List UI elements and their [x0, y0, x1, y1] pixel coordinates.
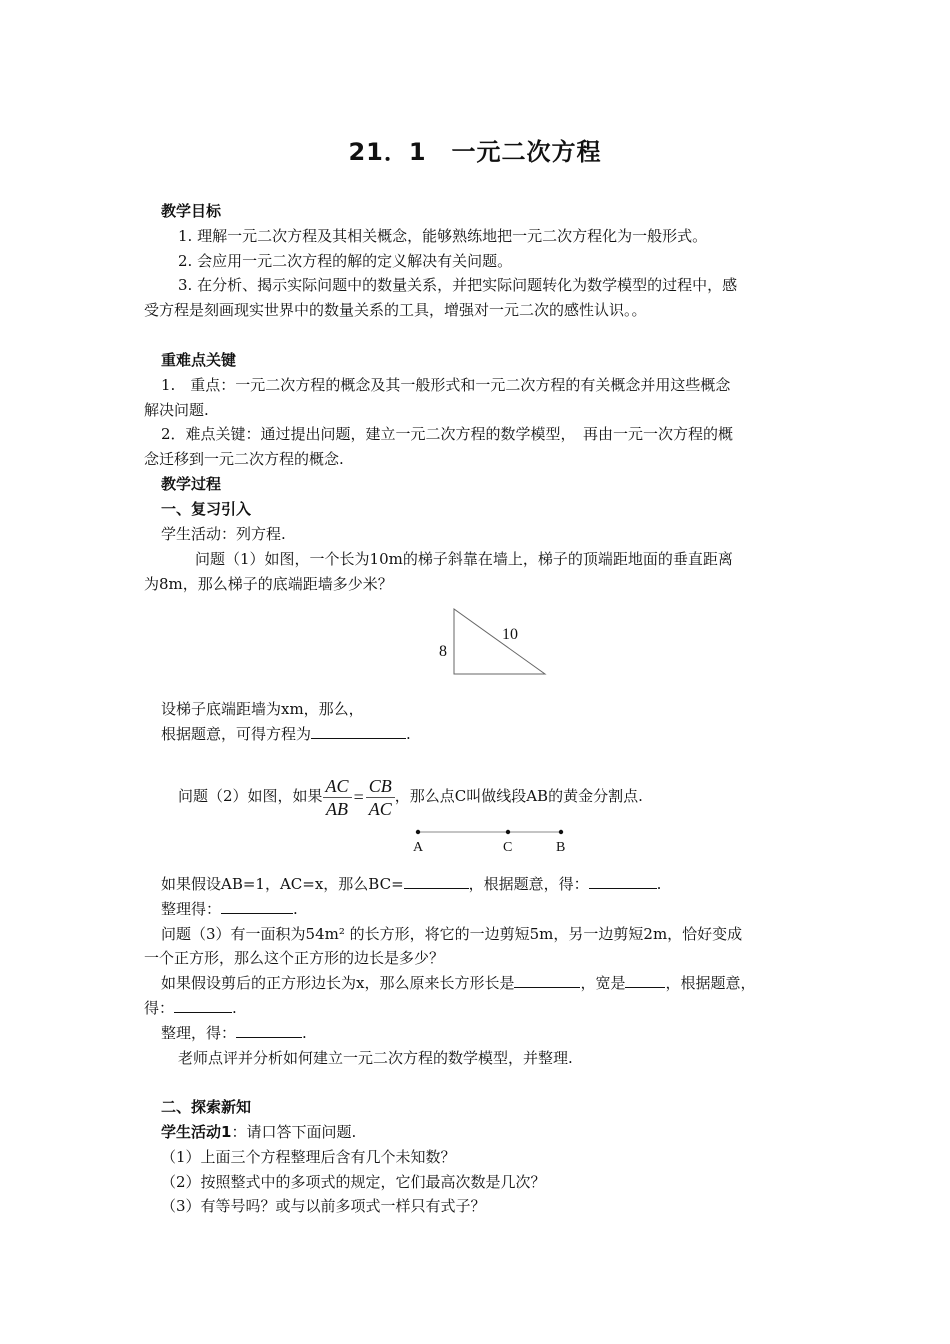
- golden-section-figure: [405, 823, 575, 857]
- section-review-heading: 一、复习引入: [161, 500, 252, 518]
- point-b-dot: [559, 830, 563, 834]
- question-3-arrange-line: [161, 1023, 307, 1043]
- page-title: 21．1 一元二次方程: [348, 138, 602, 166]
- q3-assume-c: ，根据题意，: [665, 974, 756, 992]
- question-2-assume-line: [161, 874, 661, 894]
- point-b-label: B: [556, 840, 566, 855]
- question-2-line: [178, 772, 643, 820]
- question-2-arrange-line: [161, 899, 298, 919]
- vertical-side-label: 8: [439, 643, 447, 660]
- keypoint-1-line-1: 1. 重点：一元二次方程的概念及其一般形式和一元二次方程的有关概念并用这些概念: [161, 376, 731, 394]
- teacher-comment: 老师点评并分析如何建立一元二次方程的数学模型，并整理.: [178, 1049, 573, 1067]
- keypoints-heading: 重难点关键: [161, 351, 237, 369]
- question-3-get-line: [144, 998, 237, 1018]
- activity-1-label: 学生活动1: [161, 1123, 232, 1141]
- q3-assume-a: 如果假设剪后的正方形边长为x，那么原来长方形长是: [161, 974, 515, 992]
- q3-get-label: 得：: [144, 999, 175, 1017]
- question-1-line-2: 为8m，那么梯子的底端距墙多少米？: [144, 575, 393, 593]
- equation-blank: [311, 724, 406, 739]
- equation-line: [161, 724, 411, 744]
- q2-arrange-blank: [221, 899, 293, 914]
- ladder-triangle: [454, 609, 545, 674]
- fraction-cb-over-ac: [366, 775, 395, 820]
- q3-arrange-blank: [236, 1023, 302, 1038]
- equals-sign: =: [353, 787, 364, 807]
- q2-equation-blank: [589, 874, 657, 889]
- keypoint-2-line-1: 2．难点关键：通过提出问题，建立一元二次方程的数学模型， 再由一元一次方程的概: [161, 425, 734, 443]
- bc-blank: [404, 874, 469, 889]
- question-2-prefix: 问题（2）如图，如果: [178, 787, 323, 805]
- ladder-triangle-figure: [430, 600, 570, 690]
- question-3-line-2: 一个正方形，那么这个正方形的边长是多少？: [144, 949, 445, 967]
- section-explore-heading: 二、探索新知: [161, 1098, 252, 1116]
- q3-get-end: .: [232, 999, 237, 1017]
- q2-assume-a: 如果假设AB=1，AC=x，那么BC=: [161, 875, 404, 893]
- q3-equation-blank: [174, 998, 232, 1013]
- activity-1-text: ：请口答下面问题.: [231, 1123, 357, 1141]
- goals-heading: 教学目标: [161, 202, 222, 220]
- explore-question-2: （2）按照整式中的多项式的规定，它们最高次数是几次？: [161, 1173, 546, 1191]
- question-3-line-1: 问题（3）有一面积为54m² 的长方形，将它的一边剪短5m，另一边剪短2m，恰好变成: [161, 925, 743, 943]
- fraction-1-numerator: AC: [323, 775, 352, 798]
- keypoint-1-line-2: 解决问题.: [144, 401, 209, 419]
- q3-assume-b: ，宽是: [580, 974, 626, 992]
- point-c-label: C: [503, 840, 513, 855]
- fraction-2-denominator: AC: [368, 798, 392, 819]
- hypotenuse-label: 10: [502, 626, 518, 643]
- equation-prefix: 根据题意，可得方程为: [161, 725, 312, 743]
- explore-question-3: （3）有等号吗？或与以前多项式一样只有式子？: [161, 1197, 486, 1215]
- q3-arrange-label: 整理，得：: [161, 1024, 237, 1042]
- student-activity-1-line: [161, 1122, 356, 1142]
- width-blank: [625, 973, 665, 988]
- question-2-suffix: ，那么点C叫做线段AB的黄金分割点.: [394, 787, 643, 805]
- q3-arrange-end: .: [302, 1024, 307, 1042]
- goal-item-3-line-1: 3. 在分析、揭示实际问题中的数量关系，并把实际问题转化为数学模型的过程中，感: [178, 276, 738, 294]
- length-blank: [514, 973, 580, 988]
- goal-item-1: 1. 理解一元二次方程及其相关概念，能够熟练地把一元二次方程化为一般形式。: [178, 227, 708, 245]
- explore-question-1: （1）上面三个方程整理后含有几个未知数？: [161, 1148, 456, 1166]
- fraction-1-denominator: AB: [326, 798, 349, 819]
- keypoint-2-line-2: 念迁移到一元二次方程的概念.: [144, 450, 344, 468]
- point-a-label: A: [413, 840, 424, 855]
- fraction-ac-over-ab: [323, 775, 352, 820]
- q2-assume-c: .: [656, 875, 662, 893]
- point-a-dot: [416, 830, 420, 834]
- q2-arrange-label: 整理得：: [161, 900, 222, 918]
- q2-arrange-end: .: [293, 900, 298, 918]
- point-c-dot: [506, 830, 510, 834]
- q2-assume-b: ，根据题意，得：: [468, 875, 589, 893]
- process-heading: 教学过程: [161, 475, 222, 493]
- equation-end: .: [406, 725, 411, 743]
- question-1-line-1: 问题（1）如图，一个长为10m的梯子斜靠在墙上，梯子的顶端距地面的垂直距离: [195, 550, 733, 568]
- question-3-assume-line: [161, 973, 756, 993]
- student-activity-line: 学生活动：列方程.: [161, 525, 286, 543]
- fraction-2-numerator: CB: [366, 775, 395, 798]
- assume-ladder-line: 设梯子底端距墙为xm，那么，: [161, 700, 364, 718]
- goal-item-3-line-2: 受方程是刻画现实世界中的数量关系的工具，增强对一元二次的感性认识。。: [144, 301, 647, 319]
- goal-item-2: 2. 会应用一元二次方程的解的定义解决有关问题。: [178, 252, 513, 270]
